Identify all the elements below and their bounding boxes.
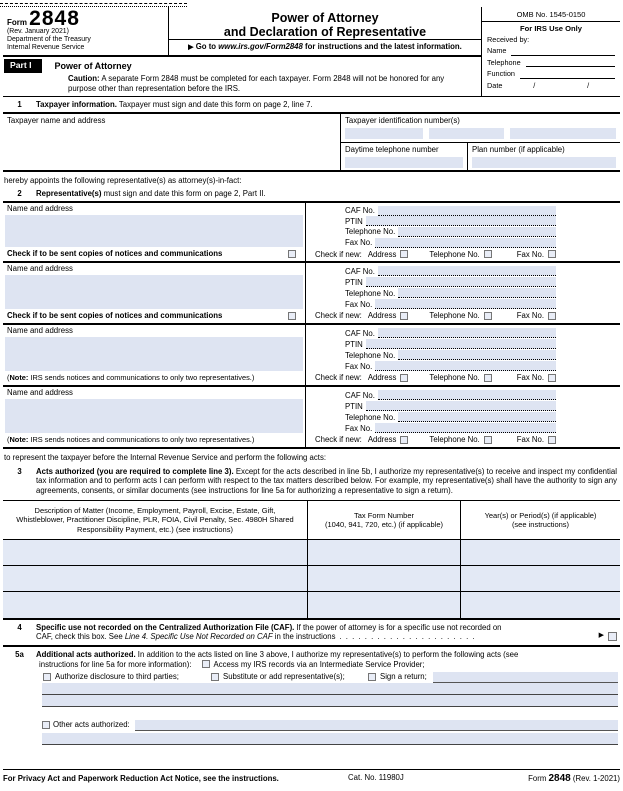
- line-3-acts-authorized: [3, 465, 620, 500]
- line-5a-bold: Additional acts authorized.: [36, 649, 136, 659]
- privacy-act-notice: For Privacy Act and Paperwork Reduction Act Notice, see the instructions.: [3, 773, 279, 783]
- sign-return-checkbox[interactable]: [368, 673, 376, 681]
- line-2-bold: Representative(s): [36, 188, 102, 198]
- authorize-disclosure-label: Authorize disclosure to third parties;: [55, 672, 179, 682]
- rep4-fax-label: Fax No.: [345, 423, 373, 433]
- form-word: Form: [7, 18, 27, 27]
- plan-number-cell: [468, 143, 620, 170]
- substitute-representative-label: Substitute or add representative(s);: [223, 672, 345, 682]
- rep1-caf-label: CAF No.: [345, 206, 375, 216]
- rep4-name-address-label: Name and address: [7, 388, 73, 397]
- rep-block-1: [3, 201, 620, 263]
- authorize-disclosure-checkbox[interactable]: [43, 673, 51, 681]
- line-5a-continuation: instructions for line 5a for more information):: [39, 659, 192, 669]
- dot-leaders: . . . . . . . . . . . . . . . . . . . . . .: [339, 632, 476, 641]
- years-cell-3[interactable]: [461, 592, 620, 618]
- additional-acts-line-2[interactable]: [42, 695, 618, 707]
- detach-dashed-line: [0, 3, 187, 4]
- matter-cell-3[interactable]: [3, 592, 308, 618]
- tax-form-number-column-header: Tax Form Number (1040, 941, 720, etc.) (if applicable): [308, 501, 461, 539]
- rep2-new-fax-checkbox[interactable]: [548, 312, 556, 320]
- line-3-number: 3: [17, 466, 22, 476]
- sign-return-label: Sign a return;: [380, 672, 427, 682]
- rep1-fax-label: Fax No.: [345, 238, 373, 247]
- rep1-fax-field[interactable]: [375, 238, 556, 248]
- irs-function-label: Function: [487, 69, 515, 78]
- line-1-number: 1: [17, 99, 22, 109]
- omb-number: OMB No. 1545-0150: [482, 7, 620, 22]
- rep4-fax-field[interactable]: [375, 423, 556, 433]
- goto-url[interactable]: www.irs.gov/Form2848: [218, 42, 303, 52]
- years-cell-1[interactable]: [461, 540, 620, 565]
- caution-text: [68, 73, 481, 96]
- rep3-caf-label: CAF No.: [345, 328, 375, 338]
- goto-line: [169, 39, 481, 55]
- rep1-new-telephone-label: Telephone No.: [429, 249, 480, 259]
- line-1-rest: Taxpayer must sign and date this form on page 2, line 7.: [116, 99, 313, 109]
- other-acts-checkbox[interactable]: [42, 721, 50, 729]
- line-4-bold: Specific use not recorded on the Centralized Authorization File (CAF).: [36, 622, 295, 632]
- date-slash: /: [587, 80, 590, 90]
- detach-dotted-line: [0, 6, 187, 7]
- caution-bold: Caution:: [68, 74, 100, 83]
- line-4-rest: If the power of attorney is for a specific use not recorded on: [294, 622, 502, 632]
- acts-table-row-3: [3, 592, 620, 618]
- rep4-note: (Note: IRS sends notices and communications to only two representatives.): [7, 435, 255, 445]
- line-3-rest: Except for the acts described in line 5b, I authorize my representative(s) to receive and inspect my confidential tax information and to perform acts I can perform with respect to the tax matters described below. For example, my representative(s) shall have the authority to sign any agreements, consents, or similar documents (see instructions for line 5a for authorizing a representative to sign a return).: [36, 466, 617, 495]
- rep4-new-telephone-label: Telephone No.: [429, 435, 480, 445]
- acts-table: [3, 500, 620, 620]
- other-acts-label: Other acts authorized:: [53, 720, 130, 730]
- line-4-number: 4: [17, 622, 22, 632]
- irs-use-only-box: [481, 7, 620, 96]
- years-periods-column-header: Year(s) or Period(s) (if applicable) (see instructions): [484, 510, 597, 529]
- taxpayer-name-address-field[interactable]: [7, 126, 336, 169]
- rep-block-3: [3, 325, 620, 387]
- line-5a-rest: In addition to the acts listed on line 3 above, I authorize my representative(s) to perform the following acts (see: [135, 649, 519, 659]
- daytime-phone-label: Daytime telephone number: [345, 145, 439, 154]
- rep3-telephone-label: Telephone No.: [345, 350, 396, 360]
- rep2-name-address-label: Name and address: [7, 264, 73, 273]
- irs-date-label: Date: [487, 80, 503, 90]
- rep3-fax-label: Fax No.: [345, 361, 373, 371]
- represent-taxpayer-line: to represent the taxpayer before the Internal Revenue Service and perform the following acts:: [4, 453, 327, 462]
- irs-date-field: [507, 82, 615, 91]
- plan-number-field[interactable]: [472, 157, 616, 168]
- rep1-check-new-label: Check if new:: [315, 249, 362, 259]
- rep4-new-address-checkbox[interactable]: [400, 436, 408, 444]
- rep1-telephone-field[interactable]: [398, 227, 556, 237]
- rep2-ptin-label: PTIN: [345, 277, 363, 287]
- daytime-phone-cell: [341, 143, 468, 170]
- rep3-fax-field[interactable]: [375, 361, 556, 371]
- rep1-new-telephone-checkbox[interactable]: [484, 250, 492, 258]
- form-number: 2848: [29, 7, 80, 30]
- line-1-taxpayer-information: [3, 97, 620, 114]
- tax-form-cell-2[interactable]: [308, 566, 461, 591]
- taxpayer-tin-label: Taxpayer identification number(s): [345, 116, 460, 125]
- acts-table-row-2: [3, 566, 620, 592]
- irs-telephone-field: [526, 58, 615, 67]
- rep1-new-fax-label: Fax No.: [516, 249, 545, 259]
- agency-line: Internal Revenue Service: [7, 44, 85, 52]
- taxpayer-tin-cell: [341, 114, 620, 143]
- taxpayer-name-address-cell: [3, 114, 341, 170]
- matter-cell-2[interactable]: [3, 566, 308, 591]
- rep2-caf-field[interactable]: [378, 266, 556, 276]
- line-2-representatives: [3, 188, 620, 202]
- rep2-fax-label: Fax No.: [345, 299, 373, 309]
- rep1-name-address-field[interactable]: [5, 215, 303, 248]
- rep4-telephone-label: Telephone No.: [345, 412, 396, 422]
- rep2-name-address-field[interactable]: [5, 275, 303, 310]
- rep1-copies-checkbox[interactable]: [288, 250, 296, 258]
- rep4-new-telephone-checkbox[interactable]: [484, 436, 492, 444]
- rep2-new-address-label: Address: [367, 311, 397, 321]
- rep1-ptin-label: PTIN: [345, 216, 363, 226]
- form-header: [3, 7, 620, 97]
- daytime-phone-field[interactable]: [345, 157, 463, 168]
- irs-name-field: [511, 47, 615, 56]
- plan-number-label: Plan number (if applicable): [472, 145, 565, 154]
- line-1-bold: Taxpayer information.: [36, 99, 117, 109]
- access-irs-records-checkbox[interactable]: [202, 660, 210, 668]
- rep3-new-address-checkbox[interactable]: [400, 374, 408, 382]
- rep1-ptin-field[interactable]: [366, 216, 556, 226]
- form-id-block: [3, 7, 169, 55]
- rep1-new-fax-checkbox[interactable]: [548, 250, 556, 258]
- received-by-label: Received by:: [487, 34, 530, 44]
- rep2-check-copies-label: Check if to be sent copies of notices and communications: [7, 311, 223, 321]
- line-5a-additional-acts: [3, 647, 620, 745]
- rep1-new-address-checkbox[interactable]: [400, 250, 408, 258]
- rep2-telephone-label: Telephone No.: [345, 288, 396, 298]
- access-irs-records-label: Access my IRS records via an Intermediate Service Provider;: [213, 659, 425, 669]
- taxpayer-name-address-label: Taxpayer name and address: [7, 116, 106, 125]
- rep2-new-telephone-label: Telephone No.: [429, 311, 480, 321]
- rep4-new-fax-checkbox[interactable]: [548, 436, 556, 444]
- rep-block-2: [3, 263, 620, 325]
- tin-field-2[interactable]: [429, 128, 504, 139]
- rep3-note: (Note: IRS sends notices and communications to only two representatives.): [7, 373, 255, 383]
- rep3-check-new-label: Check if new:: [315, 373, 362, 383]
- rep4-telephone-field[interactable]: [398, 412, 556, 422]
- acts-table-row-1: [3, 540, 620, 566]
- rep4-new-fax-label: Fax No.: [516, 435, 545, 445]
- goto-prefix: Go to: [193, 42, 219, 52]
- right-arrow-icon: ▶: [598, 632, 604, 640]
- rep3-new-telephone-checkbox[interactable]: [484, 374, 492, 382]
- line-4-specific-use: [3, 620, 620, 647]
- right-arrow-icon: ▶: [188, 44, 194, 52]
- matter-cell-1[interactable]: [3, 540, 308, 565]
- form-revision: (Rev. January 2021): [7, 27, 69, 35]
- rep4-name-address-field[interactable]: [5, 399, 303, 434]
- form-title-line2: and Declaration of Representative: [223, 25, 427, 39]
- rep2-caf-label: CAF No.: [345, 266, 375, 276]
- tin-field-1[interactable]: [345, 128, 423, 139]
- department-line: Department of the Treasury: [7, 35, 91, 43]
- line-5a-number: 5a: [15, 649, 24, 659]
- line-2-rest: must sign and date this form on page 2, Part II.: [101, 188, 266, 198]
- tax-form-cell-1[interactable]: [308, 540, 461, 565]
- rep2-telephone-field[interactable]: [398, 288, 556, 298]
- rep4-caf-field[interactable]: [378, 390, 556, 400]
- rep1-new-address-label: Address: [367, 249, 397, 259]
- rep1-name-address-label: Name and address: [7, 204, 73, 213]
- irs-name-label: Name: [487, 46, 507, 55]
- tin-field-3[interactable]: [510, 128, 616, 139]
- years-cell-2[interactable]: [461, 566, 620, 591]
- line-3-bold: Acts authorized (you are required to complete line 3).: [36, 466, 234, 476]
- rep1-caf-field[interactable]: [378, 206, 556, 216]
- rep3-new-fax-label: Fax No.: [516, 373, 545, 383]
- specific-use-checkbox[interactable]: [608, 632, 617, 641]
- rep3-ptin-label: PTIN: [345, 339, 363, 349]
- rep3-new-fax-checkbox[interactable]: [548, 374, 556, 382]
- sign-return-field[interactable]: [433, 672, 618, 683]
- matter-column-header: Description of Matter (Income, Employment, Payroll, Excise, Estate, Gift, Whistleblower, Practitioner Discipline, PLR, FOIA, Civil Penalty, Sec. 4980H Shared Responsibility Payment, etc.) (see instructions): [3, 501, 308, 539]
- rep4-caf-label: CAF No.: [345, 390, 375, 400]
- caution-rest: A separate Form 2848 must be completed for each taxpayer. Form 2848 will not be honored for any purpose other than representation before the IRS.: [68, 74, 445, 93]
- line-2-number: 2: [17, 188, 22, 198]
- irs-use-only-title: For IRS Use Only: [519, 23, 583, 33]
- line-4-line2: CAF, check this box. See Line 4. Specific Use Not Recorded on CAF in the instructions: [36, 632, 336, 641]
- rep4-check-new-label: Check if new:: [315, 435, 362, 445]
- rep2-new-fax-label: Fax No.: [516, 311, 545, 321]
- rep3-caf-field[interactable]: [378, 328, 556, 338]
- rep3-name-address-label: Name and address: [7, 326, 73, 335]
- additional-acts-line-1[interactable]: [42, 683, 618, 695]
- rep3-telephone-field[interactable]: [398, 350, 556, 360]
- substitute-representative-checkbox[interactable]: [211, 673, 219, 681]
- rep2-new-address-checkbox[interactable]: [400, 312, 408, 320]
- part1-title: Power of Attorney: [54, 60, 132, 71]
- form-title-line1: Power of Attorney: [271, 11, 379, 25]
- rep-block-4: [3, 387, 620, 449]
- tax-form-cell-3[interactable]: [308, 592, 461, 618]
- part1-label: Part I: [4, 59, 42, 72]
- rep2-new-telephone-checkbox[interactable]: [484, 312, 492, 320]
- rep2-fax-field[interactable]: [375, 299, 556, 309]
- rep1-telephone-label: Telephone No.: [345, 227, 396, 237]
- other-acts-line-2[interactable]: [42, 733, 618, 745]
- catalog-number: Cat. No. 11980J: [348, 772, 404, 782]
- hereby-appoints-line: hereby appoints the following representative(s) as attorney(s)-in-fact:: [4, 176, 242, 185]
- rep2-copies-checkbox[interactable]: [288, 312, 296, 320]
- taxpayer-box: [3, 114, 620, 172]
- rep1-check-copies-label: Check if to be sent copies of notices and communications: [7, 249, 223, 259]
- rep3-new-telephone-label: Telephone No.: [429, 373, 480, 383]
- other-acts-field[interactable]: [135, 720, 618, 731]
- rep3-new-address-label: Address: [367, 373, 397, 383]
- rep4-ptin-label: PTIN: [345, 401, 363, 411]
- rep2-ptin-field[interactable]: [366, 277, 556, 287]
- representatives-section: [3, 201, 620, 449]
- rep4-new-address-label: Address: [367, 435, 397, 445]
- date-slash: /: [533, 80, 536, 90]
- irs-telephone-label: Telephone: [487, 57, 521, 67]
- rep4-ptin-field[interactable]: [366, 401, 556, 411]
- rep3-ptin-field[interactable]: [366, 339, 556, 349]
- rep2-check-new-label: Check if new:: [315, 311, 362, 321]
- page-footer: [3, 769, 620, 785]
- irs-function-field: [520, 70, 615, 79]
- goto-suffix: for instructions and the latest information.: [302, 42, 462, 52]
- rep3-name-address-field[interactable]: [5, 337, 303, 372]
- footer-form-id: Form 2848 (Rev. 1-2021): [528, 772, 620, 784]
